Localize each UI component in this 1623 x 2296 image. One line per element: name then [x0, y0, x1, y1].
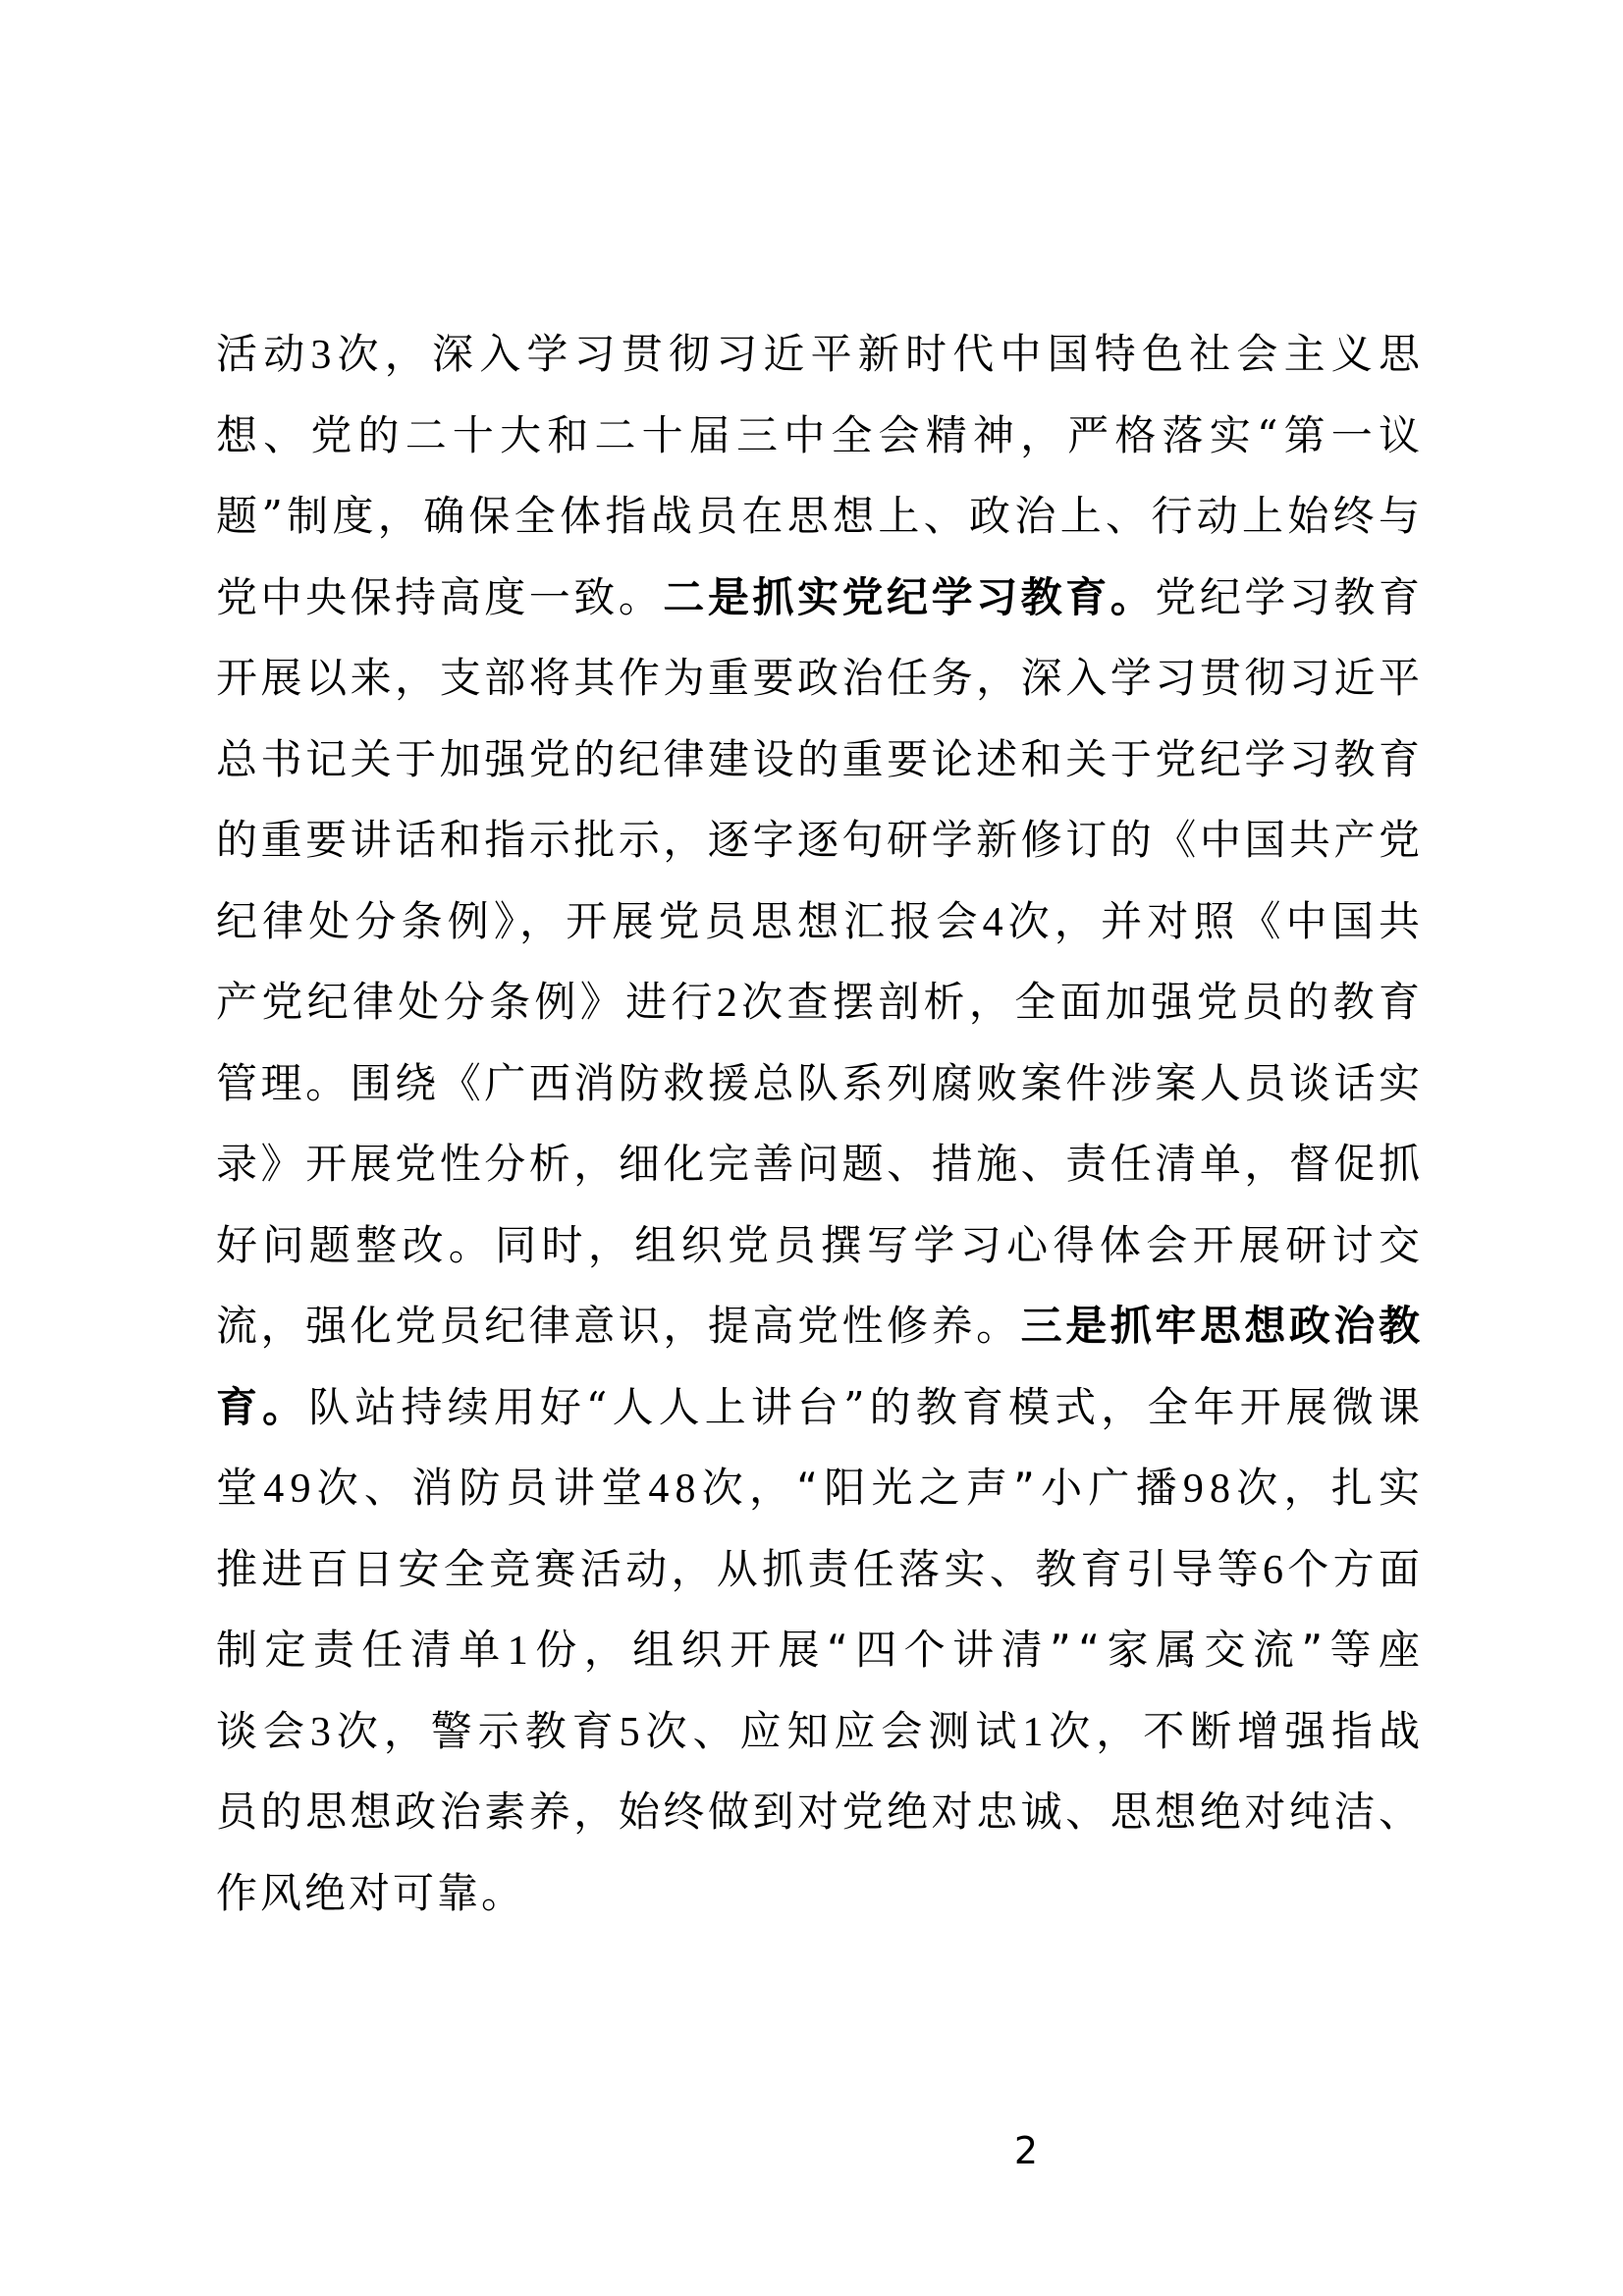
bold-heading-text: 三是抓牢思想政治教 [1020, 1302, 1424, 1350]
text-segment: 员的思想政治素养，始终做到对党绝对忠诚、思想绝对纯洁、 [216, 1788, 1424, 1836]
bold-heading-text: 二是抓实党纪学习教育。 [663, 572, 1156, 621]
text-line [216, 1373, 1426, 1455]
text-segment: 次、消防员讲堂 [316, 1464, 649, 1512]
text-segment: 次， [337, 330, 433, 378]
text-line [216, 1535, 1425, 1617]
text-line [216, 1697, 1426, 1779]
text-line [216, 1049, 1424, 1131]
text-segment: 产党纪律处分条例》进行 [216, 978, 717, 1026]
text-segment: 深入学习贯彻习近平新时代中国特色社会主义思 [432, 330, 1427, 378]
text-line [216, 1292, 1424, 1373]
text-segment: 份，组织开展“四个讲清”“家属交流”等座 [535, 1626, 1428, 1674]
text-segment: 想、党的二十大和二十届三中全会精神，严格落实“第一议 [216, 410, 1427, 459]
text-segment: 2 [716, 981, 742, 1026]
text-segment: 堂 [216, 1464, 264, 1512]
text-segment: 推进百日安全竞赛活动，从抓责任落实、教育引导等 [216, 1544, 1263, 1593]
body-paragraph [216, 320, 1428, 1940]
text-line [216, 644, 1424, 725]
text-segment: 次，并对照《中国共 [1007, 896, 1426, 945]
text-segment: 作风绝对可靠。 [216, 1868, 526, 1917]
text-segment: 1 [507, 1629, 536, 1674]
text-segment: 4 [982, 899, 1008, 945]
text-line [216, 563, 1424, 645]
text-segment: 次，不断增强指战 [1049, 1706, 1426, 1755]
text-line [216, 725, 1424, 807]
text-line [216, 482, 1425, 563]
text-segment: 3 [310, 333, 338, 378]
text-segment: 3 [309, 1709, 337, 1755]
text-segment: 题”制度，确保全体指战员在思想上、政治上、行动上始终与 [216, 492, 1425, 540]
text-segment: 的重要讲话和指示批示，逐字逐句研学新修订的《中国共产党 [216, 816, 1424, 864]
text-segment: 次，警示教育 [336, 1706, 620, 1755]
text-segment: 次查摆剖析，全面加强党员的教育 [741, 978, 1425, 1026]
text-segment: 1 [1022, 1709, 1050, 1755]
text-line [216, 1616, 1428, 1697]
text-line [216, 1130, 1424, 1211]
text-line [216, 806, 1424, 887]
text-segment: 队站持续用好“人人上讲台”的教育模式，全年开展 [308, 1382, 1332, 1431]
bold-heading-text: 育。 [216, 1382, 309, 1431]
text-segment: 总书记关于加强党的纪律建设的重要论述和关于党纪学习教育 [216, 734, 1424, 783]
text-line [216, 1454, 1427, 1535]
text-segment: 98 [1182, 1467, 1237, 1512]
text-line [216, 1859, 1420, 1941]
text-segment: 制定责任清单 [216, 1626, 508, 1674]
text-segment: 谈会 [216, 1706, 310, 1755]
text-segment: 党纪学习教育 [1155, 572, 1424, 621]
page-number: 2 [1013, 2129, 1039, 2172]
text-segment: 48 [648, 1467, 702, 1512]
text-segment: 次，“阳光之声”小广播 [701, 1464, 1183, 1512]
text-segment: 次、应知应会测试 [645, 1706, 1023, 1755]
text-line [216, 320, 1427, 401]
text-segment: 6 [1262, 1547, 1288, 1593]
text-segment: 个方面 [1287, 1544, 1425, 1593]
text-segment: 管理。围绕《广西消防救援总队系列腐败案件涉案人员谈话实 [216, 1058, 1424, 1107]
text-line [216, 1778, 1424, 1859]
text-segment: 49 [263, 1467, 317, 1512]
text-segment: 5 [619, 1709, 646, 1755]
text-segment: 党中央保持高度一致。 [216, 572, 664, 621]
text-segment: 微课 [1331, 1382, 1426, 1431]
text-line [216, 401, 1427, 483]
text-segment: 流，强化党员纪律意识，提高党性修养。 [216, 1302, 1021, 1350]
text-line [216, 887, 1426, 969]
text-line [216, 1211, 1426, 1293]
text-segment: 录》开展党性分析，细化完善问题、措施、责任清单，督促抓 [216, 1140, 1424, 1188]
text-segment: 纪律处分条例》，开展党员思想汇报会 [216, 896, 983, 945]
text-line [216, 968, 1425, 1049]
text-segment: 好问题整改。同时，组织党员撰写学习心得体会开展研讨交 [216, 1220, 1426, 1269]
text-segment: 活动 [216, 330, 311, 378]
text-segment: 次，扎实 [1236, 1464, 1427, 1512]
text-segment: 开展以来，支部将其作为重要政治任务，深入学习贯彻习近平 [216, 654, 1424, 702]
